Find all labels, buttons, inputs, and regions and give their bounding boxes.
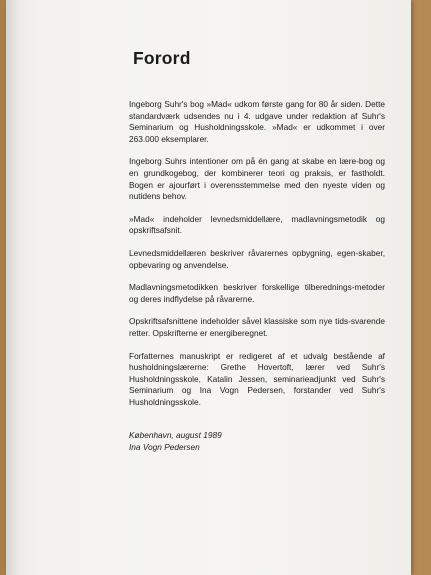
page-content [129, 48, 385, 454]
signature-place-date: København, august 1989 [129, 430, 222, 441]
signature-block [129, 430, 385, 453]
book-page [6, 0, 411, 575]
paragraph-intro: Ingeborg Suhr's bog »Mad« udkom første gang for 80 år siden. Dette standardværk udsendes nu i 4. udgave under redaktion af Suhr's Seminarium og Husholdningsskole. »Mad« er udkommet i over 263.000 eksemplarer. [129, 99, 385, 144]
paragraph-contents: »Mad« indeholder levnedsmiddellære, madlavningsmetodik og opskriftsafsnit. [129, 213, 385, 236]
paragraph-madlavningsmetodik: Madlavningsmetodikken beskriver forskellige tilberednings-metoder og deres indflydelse på råvarerne. [129, 282, 385, 304]
signature-name: Ina Vogn Pedersen [129, 442, 200, 453]
paragraph-intentions: Ingeborg Suhrs intentioner om på én gang at skabe en lære-bog og en grundkogebog, der kombinerer teori og praksis, er fastholdt. Bogen er ajourført i overensstemmelse med den nyeste viden og nutidens behov. [129, 156, 385, 202]
paragraph-opskrifter: Opskriftsafsnittene indeholder såvel klassiske som nye tids-svarende retter. Opskrifterne er energiberegnet. [129, 316, 385, 338]
paragraph-editors: Forfatternes manuskript er redigeret af et udvalg bestående af husholdningslærerne: Grethe Hovertoft, lærer ved Suhr's Husholdningsskole, Katalin Jessen, seminarieadjunkt ved Suhr's Seminarium og Ina Vogn Pedersen, forstander ved Suhr's Husholdningsskole. [129, 350, 385, 407]
paragraph-levnedsmiddellaere: Levnedsmiddellæren beskriver råvarernes opbygning, egen-skaber, opbevaring og anvendelse. [129, 247, 385, 270]
page-title: Forord [133, 48, 191, 68]
